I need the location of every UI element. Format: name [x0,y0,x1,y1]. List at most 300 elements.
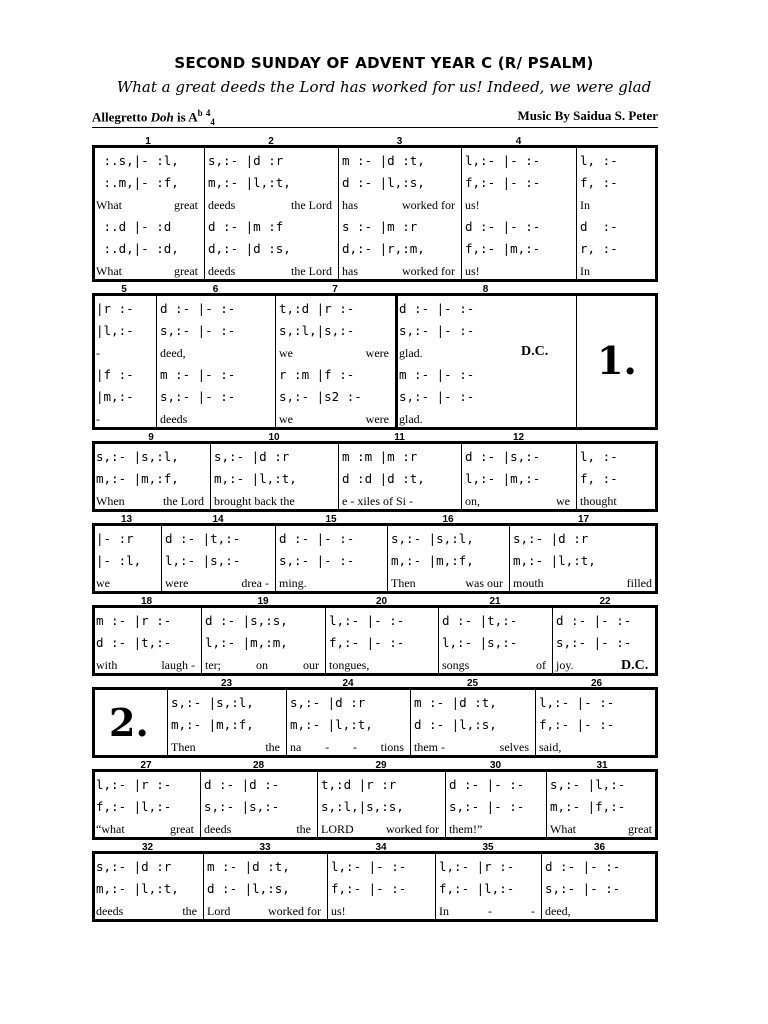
lyric-line [329,654,438,676]
measure-number: 7 [332,284,338,295]
notation-line: d :- |l,:s, [207,881,290,896]
notation-line: m,:- |l,:t, [96,881,179,896]
score-system [92,284,658,430]
lyric-word: deed, [545,904,571,918]
notation-line: m,:- |l,:t, [208,175,291,190]
lyric-line [342,490,461,512]
lyric-word: In [580,264,590,278]
score-system [92,678,658,758]
lyric-word: was our [465,576,503,590]
notation-line: s,:- |- :- [556,635,632,650]
notation-line: f, :- [580,471,618,486]
notation-line: m :- |d :t, [207,859,290,874]
notation-line: d :- |- :- [279,531,355,546]
measure-number: 29 [375,760,387,771]
score-system [92,136,658,282]
measure [461,150,576,282]
notation-line: d :- |l,:s, [342,175,425,190]
lyric-line [442,654,552,676]
measure [92,528,161,594]
measure [167,692,286,758]
measure-number: 31 [596,760,608,771]
lyric-word: laugh - [161,658,195,672]
notation-line: f,:- |l,:- [439,881,515,896]
lyric-word: ter; [205,658,221,672]
notation-line: d :- |t,:- [96,635,172,650]
lyric-word: with [96,658,118,672]
lyric-word: What [96,264,122,278]
measure-number: 1 [145,136,151,147]
lyric-word: - [325,740,330,754]
measure [203,856,327,922]
lyric-word: joy. [556,658,574,672]
lyric-word: na [290,740,302,754]
measure [576,446,658,512]
lyric-word: - [96,412,100,426]
ending-marker: 2. [109,700,149,745]
lyric-word: In [439,904,449,918]
lyric-word: were [365,346,389,360]
measure-number: 12 [512,432,525,443]
key-text: is A [176,109,198,125]
notation-line: m,:- |f,:- [550,799,626,814]
notation-line: l,:- |s,:- [442,635,518,650]
notation-line: d,:- |d :s, [208,241,291,256]
measure-number: 27 [140,760,152,771]
lyric-line [331,900,435,922]
notation-line: t,:d |r :- [279,301,355,316]
measure [541,856,658,922]
measure [445,774,546,840]
lyric-line [96,260,204,282]
measure [161,528,275,594]
measure-number: 22 [599,596,611,607]
notation-line: l,:- |- :- [331,859,407,874]
notation-line: d :- |l,:s, [414,717,497,732]
lyric-word: deeds [208,264,236,278]
lyric-word: great [628,822,652,836]
measure [338,446,461,512]
measure [275,528,387,594]
lyric-word: selves [499,740,529,754]
notation-line: d :- |m :f [208,219,284,234]
lyric-word: were [165,576,189,590]
notation-line: m,:- |m,:f, [171,717,254,732]
da-capo-marking: D.C. [621,658,649,673]
lyric-word: brought back the [214,494,295,508]
notation-line: l,:- |- :- [539,695,615,710]
measure-number: 28 [252,760,265,771]
lyric-word: “what [96,822,125,836]
score-system [92,842,658,922]
page-title: SECOND SUNDAY OF ADVENT YEAR C (R/ PSALM) [174,54,594,72]
lyric-line [279,408,395,430]
notation-line: d :- |d :- [204,777,280,792]
lyric-line [204,818,317,840]
measure [92,610,201,676]
lyric-word: thought [580,494,617,508]
notation-line: |f :- [96,367,134,382]
notation-line: d :- |s,:- [465,449,541,464]
measure [387,528,509,594]
lyric-line [96,194,204,216]
measure-number: 14 [212,514,224,525]
lyric-word: worked for [402,264,455,278]
lyric-line [321,818,445,840]
notation-line: d :- |- :- [399,301,475,316]
ending-marker: 1. [597,338,637,383]
lyric-line [207,900,327,922]
lyric-word: us! [331,904,346,918]
measure-number: 23 [220,678,233,689]
measure [200,774,317,840]
lyric-word: Then [391,576,416,590]
lyric-word: the Lord [291,198,332,212]
composer-credit: Music By Saidua S. Peter [517,108,658,123]
notation-line: l, :- [580,449,618,464]
bar-line [576,296,577,427]
measure [576,150,658,282]
notation-line: d :- |t,:- [442,613,518,628]
measure-number: 9 [148,432,154,443]
lyric-word: - [531,904,535,918]
time-signature-top: 4 [205,108,211,118]
lyric-word: deeds [160,412,188,426]
lyric-line [96,408,156,430]
lyric-word: great [170,822,194,836]
notation-line: :.s,|- :l, [96,153,179,168]
notation-line: s,:- |d :r [214,449,290,464]
measure [92,774,200,840]
measure [395,298,576,430]
lyric-word: the Lord [291,264,332,278]
measure [327,856,435,922]
notation-line: d :- [580,219,618,234]
lyric-line [414,736,535,758]
lyric-word: filled [626,576,652,590]
lyric-line [439,900,541,922]
measure [275,298,395,430]
notation-line: |- :l, [96,553,142,568]
lyric-word: Then [171,740,196,754]
lyric-word: In [580,198,590,212]
notation-line: s,:- |s,:l, [391,531,474,546]
measure [325,610,438,676]
measure [92,298,156,430]
lyric-word: we [96,576,110,590]
notation-line: s,:- |s,:- [204,799,280,814]
lyric-word: on [256,658,268,672]
lyric-word: e - xiles of Si - [342,494,413,508]
lyric-word: the Lord [163,494,204,508]
lyric-word: of [536,658,546,672]
lyric-line [96,818,200,840]
lyric-word: Lord [207,904,231,918]
notation-line: d :- |t,:- [165,531,241,546]
lyric-word: deed, [160,346,186,360]
notation-line: m :- |d :t, [342,153,425,168]
notation-line: s,:- |- :- [399,389,475,404]
measure-number: 5 [121,284,127,295]
lyric-line [580,490,658,512]
notation-line: l,:- |m,:m, [205,635,288,650]
notation-line: l,:- |r :- [96,777,172,792]
notation-line: :.d,|- :d, [96,241,179,256]
lyric-line [550,818,658,840]
notation-line: f, :- [580,175,618,190]
measure [535,692,658,758]
lyric-word: deeds [204,822,232,836]
measure [204,150,338,282]
notation-line: m :- |- :- [160,367,236,382]
notation-line: d,:- |r,:m, [342,241,425,256]
lyric-word: the [265,740,280,754]
notation-line: |m,:- [96,389,134,404]
notation-line: m,:- |l,:t, [290,717,373,732]
measure-number: 34 [375,842,387,853]
tempo-marking: Allegretto [92,109,148,125]
lyric-word: deeds [96,904,124,918]
lyric-line [580,260,658,282]
score-system [92,596,658,676]
lyric-line [96,490,210,512]
tempo-key-line [92,108,215,127]
measure [509,528,658,594]
notation-line: s,:l,|s,:s, [321,799,404,814]
lyric-word: worked for [386,822,439,836]
measure-number: 36 [593,842,606,853]
notation-line: s,:- |d :r [513,531,589,546]
notation-line: s,:- |d :r [208,153,284,168]
lyric-word: our [303,658,319,672]
lyric-word: drea - [241,576,269,590]
measure [438,610,552,676]
measure [92,150,204,282]
notation-line: :.d |- :d [96,219,172,234]
lyric-word: said, [539,740,562,754]
lyric-line [399,342,576,364]
notation-line: l,:- |r :- [439,859,515,874]
lyric-line [391,572,509,594]
measure-number: 35 [482,842,494,853]
lyric-line [465,490,576,512]
lyric-word: tions [380,740,404,754]
notation-line: s,:- |- :- [545,881,621,896]
measure-number: 8 [482,284,489,295]
measure-number: 16 [442,514,454,525]
lyric-word: glad. [399,346,423,360]
notation-line: f,:- |- :- [331,881,407,896]
lyric-line [465,194,576,216]
lyric-word: on, [465,494,480,508]
lyric-word: were [365,412,389,426]
notation-line: l,:- |- :- [329,613,405,628]
measure-number: 18 [140,596,153,607]
lyric-word: glad. [399,412,423,426]
lyric-line [208,260,338,282]
lyric-word: the [296,822,311,836]
measure-number: 30 [489,760,502,771]
measure-number: 10 [268,432,280,443]
lyric-word: - [352,740,357,754]
lyric-word: has [342,198,358,212]
lyric-word: them - [414,740,445,754]
notation-line: m :- |r :- [96,613,172,628]
lyric-word: What [550,822,576,836]
measure-number: 2 [268,136,274,147]
notation-line: s,:- |d :r [96,859,172,874]
lyric-word: we [556,494,570,508]
notation-line: d :d |d :t, [342,471,425,486]
measure [156,298,275,430]
score-system [92,760,658,840]
notation-line: s,:- |s2 :- [279,389,362,404]
measure-number: 32 [141,842,154,853]
notation-line: d :- |- :- [545,859,621,874]
lyric-line [539,736,658,758]
notation-line: d :- |- :- [449,777,525,792]
notation-line: l,:- |- :- [465,153,541,168]
lyric-word: deeds [208,198,236,212]
notation-line: |l,:- [96,323,134,338]
lyric-line [171,736,286,758]
notation-line: m :m |m :r [342,449,418,464]
lyric-line [580,194,658,216]
measure [546,774,658,840]
lyric-line [208,194,338,216]
notation-line: m,:- |l,:t, [513,553,596,568]
lyric-line [160,408,275,430]
measure [410,692,535,758]
measure-number: 26 [590,678,603,689]
notation-line: |r :- [96,301,134,316]
notation-line: f,:- |- :- [329,635,405,650]
notation-line: :.m,|- :f, [96,175,179,190]
notation-line: s,:- |- :- [399,323,475,338]
measure-number: 11 [394,432,405,443]
measure [92,856,203,922]
time-signature-bottom: 4 [210,116,215,127]
notation-line: s,:l,|s,:- [279,323,355,338]
measure [338,150,461,282]
notation-line: s,:- |d :r [290,695,366,710]
notation-line: f,:- |l,:- [96,799,172,814]
notation-line: d :- |s,:s, [205,613,288,628]
notation-line: m :- |- :- [399,367,475,382]
notation-line: |- :r [96,531,134,546]
lyric-word: - [96,346,100,360]
measure-number: 6 [212,284,219,295]
notation-line: s,:- |- :- [279,553,355,568]
notation-line: d :- |- :- [556,613,632,628]
key-prefix: Doh [150,109,174,125]
notation-line: m,:- |l,:t, [214,471,297,486]
measure-number: 19 [257,596,269,607]
da-capo-marking: D.C. [521,344,549,359]
notation-line: r :m |f :- [279,367,355,382]
measure-number: 25 [466,678,479,689]
lyric-word: When [96,494,125,508]
notation-line: d :- |- :- [160,301,236,316]
measure-number: 3 [396,136,403,147]
measure-number: 17 [577,514,590,525]
lyric-word: ming. [279,576,307,590]
measure-number: 20 [375,596,388,607]
score-system [92,432,658,512]
lyric-word: songs [442,658,470,672]
lyric-line [279,572,387,594]
notation-line: r, :- [580,241,618,256]
notation-line: s,:- |s,:l, [171,695,254,710]
score-system [92,514,658,594]
lyric-word: worked for [268,904,321,918]
notation-line: f,:- |m,:- [465,241,541,256]
notation-line: l,:- |m,:- [465,471,541,486]
lyric-line [449,818,546,840]
notation-line: s,:- |- :- [449,799,525,814]
page-subtitle: What a great deeds the Lord has worked for us! Indeed, we were glad [116,78,652,96]
lyric-line [96,342,156,364]
notation-line: m :- |d :t, [414,695,497,710]
measure-number: 33 [259,842,271,853]
notation-line: l, :- [580,153,618,168]
lyric-line [342,194,461,216]
lyric-line [399,408,576,430]
notation-line: f,:- |- :- [539,717,615,732]
lyric-line [513,572,658,594]
measure [435,856,541,922]
lyric-word: What [96,198,122,212]
lyric-word: has [342,264,358,278]
measure [92,446,210,512]
notation-line: t,:d |r :r [321,777,397,792]
lyric-word: great [174,264,198,278]
lyric-word: we [279,412,293,426]
lyric-line [342,260,461,282]
lyric-line [205,654,325,676]
measure-number: 21 [489,596,501,607]
lyric-line [160,342,275,364]
lyric-word: us! [465,198,480,212]
notation-line: s,:- |- :- [160,389,236,404]
measure [201,610,325,676]
lyric-line [545,900,658,922]
notation-line: s,:- |l,:- [550,777,626,792]
notation-line: d :- |- :- [465,219,541,234]
lyric-word: LORD [321,822,354,836]
lyric-line [96,572,161,594]
measure [317,774,445,840]
lyric-word: worked for [402,198,455,212]
measure [286,692,410,758]
lyric-line [465,260,576,282]
notation-line: s,:- |- :- [160,323,236,338]
lyric-line [165,572,275,594]
lyric-word: we [279,346,293,360]
lyric-line [290,736,410,758]
measure-number: 13 [120,514,133,525]
lyric-word: us! [465,264,480,278]
lyric-word: them!” [449,822,483,836]
notation-line: m,:- |m,:f, [391,553,474,568]
lyric-word: mouth [513,576,544,590]
measure-number: 4 [515,136,522,147]
notation-line: l,:- |s,:- [165,553,241,568]
lyric-line [96,654,201,676]
lyric-line [214,490,338,512]
header-rule [92,127,658,128]
key-flat: b [197,108,203,118]
